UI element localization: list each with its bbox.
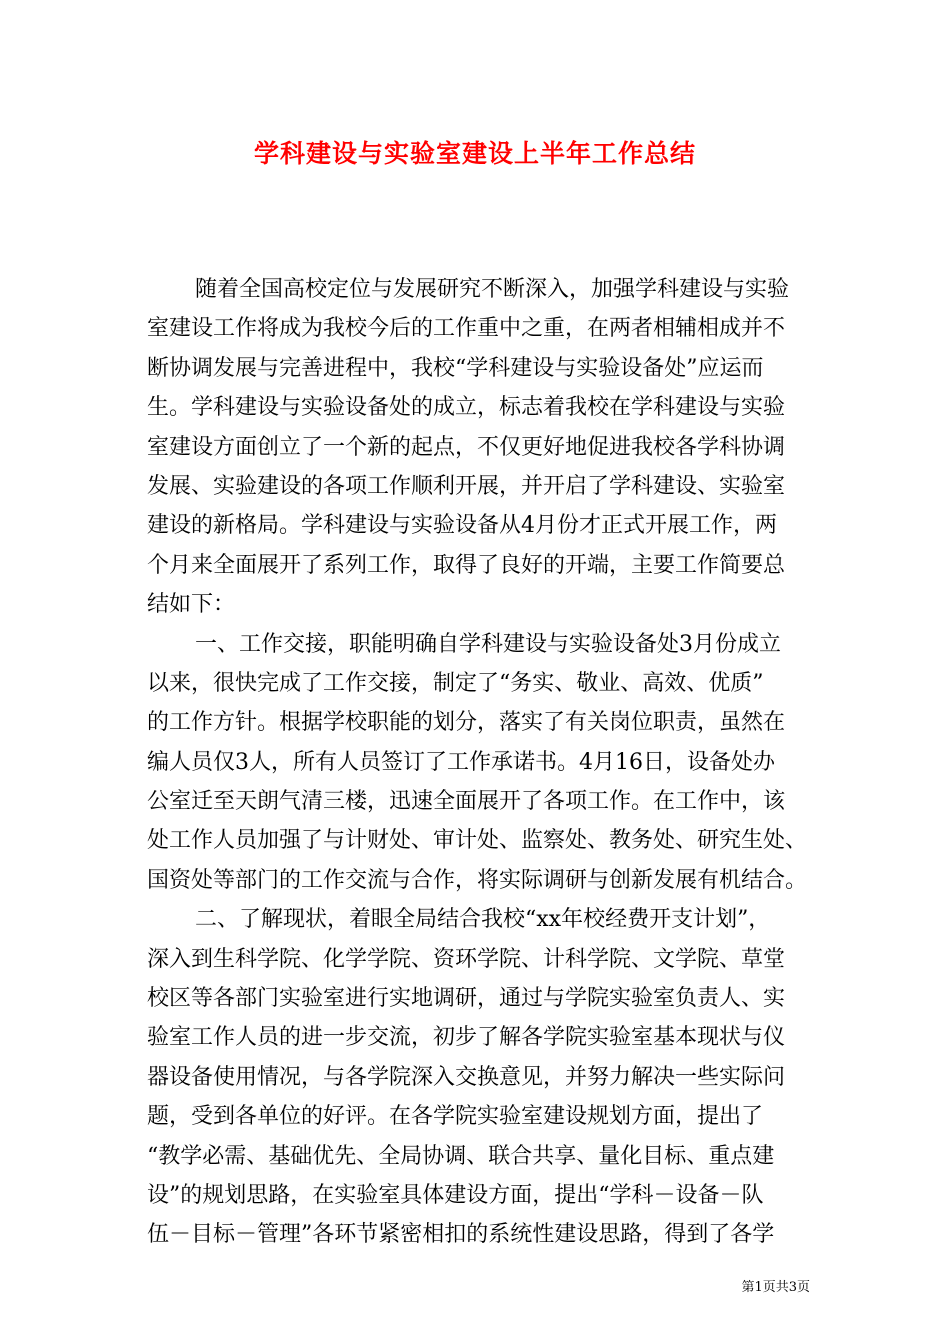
- paragraph-line: 公室迁至天朗气清三楼，迅速全面展开了各项工作。在工作中，该: [147, 789, 786, 815]
- paragraph-line: 校区等各部门实验室进行实地调研，通过与学院实验室负责人、实: [147, 986, 786, 1012]
- paragraph-line: 题，受到各单位的好评。在各学院实验室建设规划方面，提出了: [147, 1104, 764, 1130]
- paragraph-line: 国资处等部门的工作交流与合作，将实际调研与创新发展有机结合。: [147, 867, 808, 893]
- paragraph-line: 室建设方面创立了一个新的起点，不仅更好地促进我校各学科协调: [147, 434, 786, 460]
- paragraph-line: 建设的新格局。学科建设与实验设备从4月份才正式开展工作，两: [147, 513, 777, 539]
- paragraph-line: 伍－目标－管理”各环节紧密相扣的系统性建设思路，得到了各学: [147, 1222, 775, 1248]
- paragraph-line: 随着全国高校定位与发展研究不断深入，加强学科建设与实验: [195, 277, 790, 302]
- paragraph-line: 断协调发展与完善进程中，我校“学科建设与实验设备处”应运而: [147, 355, 764, 381]
- paragraph-line: 处工作人员加强了与计财处、审计处、监察处、教务处、研究生处、: [147, 828, 808, 854]
- paragraph-line: 深入到生科学院、化学学院、资环学院、计科学院、文学院、草堂: [147, 946, 786, 972]
- paragraph-line: 二、了解现状，着眼全局结合我校“xx年校经费开支计划”，: [195, 907, 771, 933]
- paragraph-line: 器设备使用情况，与各学院深入交换意见，并努力解决一些实际问: [147, 1064, 786, 1090]
- paragraph-line: 个月来全面展开了系列工作，取得了良好的开端，主要工作简要总: [147, 552, 786, 578]
- paragraph-line: 发展、实验建设的各项工作顺利开展，并开启了学科建设、实验室: [147, 473, 786, 499]
- paragraph-line: 以来，很快完成了工作交接，制定了“务实、敬业、高效、优质”: [147, 670, 764, 696]
- paragraph-line: 生。学科建设与实验设备处的成立，标志着我校在学科建设与实验: [147, 395, 786, 421]
- paragraph-line: 设”的规划思路，在实验室具体建设方面，提出“学科－设备－队: [147, 1182, 764, 1208]
- page-title: 学科建设与实验室建设上半年工作总结: [253, 139, 696, 168]
- paragraph-line: 结如下：: [147, 592, 236, 618]
- page-number: 第1页共3页: [741, 1280, 810, 1295]
- paragraph-line: 验室工作人员的进一步交流，初步了解各学院实验室基本现状与仪: [147, 1025, 786, 1051]
- paragraph-line: 一、工作交接，职能明确自学科建设与实验设备处3月份成立: [195, 631, 781, 657]
- paragraph-line: 的工作方针。根据学校职能的划分，落实了有关岗位职责，虽然在: [147, 710, 786, 736]
- document-body: [147, 270, 807, 1255]
- paragraph-line: “教学必需、基础优先、全局协调、联合共享、量化目标、重点建: [147, 1143, 775, 1169]
- paragraph-line: 室建设工作将成为我校今后的工作重中之重，在两者相辅相成并不: [147, 316, 786, 342]
- paragraph-line: 编人员仅3人，所有人员签订了工作承诺书。4月16日，设备处办: [147, 749, 775, 775]
